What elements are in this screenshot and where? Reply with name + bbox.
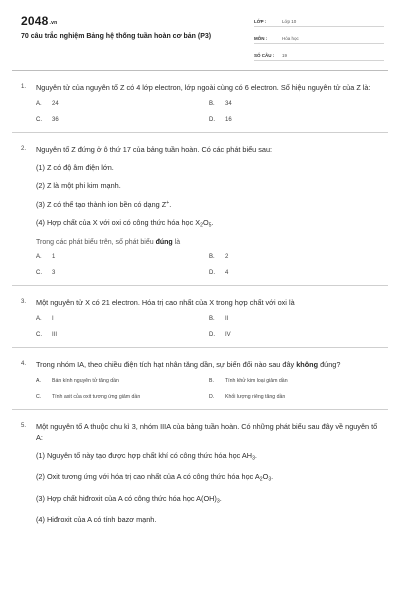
meta-label: SỐ CÂU : (254, 53, 275, 58)
question-number: 1. (21, 84, 27, 90)
meta-value: Lớp 10 (282, 19, 297, 24)
question-3 (12, 286, 388, 348)
option-b[interactable]: B. II (209, 315, 229, 322)
statement-3: (3) Z có thể tạo thành ion bền có dạng Z+. (36, 200, 172, 209)
option-c[interactable]: C. Tính axit của oxit tương ứng giảm dần (36, 393, 141, 400)
option-d[interactable]: D. IV (209, 331, 231, 338)
option-b[interactable]: B. 34 (209, 101, 232, 107)
answer-options (36, 254, 388, 276)
option-a[interactable]: A. Bán kính nguyên tử tăng dần (36, 377, 119, 384)
meta-row-subject (254, 30, 384, 44)
meta-value: 19 (282, 53, 288, 58)
question-number: 5. (21, 422, 27, 429)
option-b[interactable]: B. 2 (209, 253, 229, 260)
answer-options (36, 316, 388, 338)
option-c[interactable]: C. 36 (36, 117, 59, 123)
meta-value: Hóa học (282, 36, 299, 41)
question-prompt: Trong các phát biểu trên, số phát biểu đúng là (36, 238, 181, 246)
question-text: Một nguyên tố A thuộc chu kì 3, nhóm IIIA của bảng tuần hoàn. Có những phát biểu sau đây về nguyên tố A: (36, 421, 378, 442)
meta-info (254, 13, 384, 64)
statement-1: (1) Nguyên tố này tạo được hợp chất khí có công thức hóa học $AH_3$. (36, 450, 257, 461)
logo-sub: .vn (49, 20, 58, 26)
question-list (12, 71, 388, 534)
answer-options (36, 378, 388, 400)
meta-label: MÔN : (254, 36, 268, 41)
meta-row-class (254, 13, 384, 27)
question-1 (12, 71, 388, 133)
meta-label: LỚP : (254, 19, 267, 24)
statement-1: (1) Z có độ âm điện lớn. (36, 163, 114, 172)
option-a[interactable]: A. 1 (36, 253, 56, 260)
question-number: 3. (21, 298, 27, 305)
answer-options (36, 101, 388, 123)
page-title: 70 câu trắc nghiệm Bảng hệ thống tuần hoàn cơ bản (P3) (21, 33, 212, 40)
question-5 (12, 410, 388, 535)
statement-2: (2) Z là một phi kim mạnh. (36, 181, 121, 190)
option-d[interactable]: D. 4 (209, 269, 229, 276)
question-text: Nguyên tử của nguyên tố Z có 4 lớp electron, lớp ngoài cùng có 6 electron. Số hiệu nguyên tử của Z là: (36, 83, 371, 92)
statement-3: (3) Hợp chất hiđroxit của A có công thức hóa học $A(OH)_3$. (36, 493, 222, 504)
statement-4: (4) Hợp chất của X với oxi có công thức hóa học $X_2O_5$. (36, 218, 214, 229)
option-a[interactable]: A. I (36, 315, 54, 322)
site-logo[interactable] (21, 14, 57, 28)
question-text: Một nguyên tử X có 21 electron. Hóa trị cao nhất của X trong hợp chất với oxi là (36, 297, 295, 307)
question-number: 2. (21, 146, 27, 152)
option-c[interactable]: C. 3 (36, 269, 56, 276)
option-d[interactable]: D. 16 (209, 117, 232, 123)
question-4 (12, 348, 388, 410)
option-c[interactable]: C. III (36, 331, 58, 338)
header (12, 0, 388, 71)
meta-row-count (254, 47, 384, 61)
question-2 (12, 133, 388, 286)
logo-main: 2048 (21, 14, 49, 28)
option-d[interactable]: D. Khối lượng riêng tăng dần (209, 393, 286, 400)
question-number: 4. (21, 360, 27, 367)
statement-4: (4) Hiđroxit của A có tính bazơ mạnh. (36, 515, 157, 524)
statement-2: (2) Oxit tương ứng với hóa trị cao nhất của A có công thức hóa học $A_2O_3$. (36, 472, 274, 483)
option-b[interactable]: B. Tính khử kim loại giảm dần (209, 377, 288, 384)
question-text: Trong nhóm IA, theo chiều điện tích hạt nhân tăng dần, sự biến đổi nào sau đây không đúng? (36, 359, 341, 369)
question-text: Nguyên tố Z đứng ở ô thứ 17 của bảng tuần hoàn. Có các phát biểu sau: (36, 145, 273, 154)
option-a[interactable]: A. 24 (36, 101, 59, 107)
